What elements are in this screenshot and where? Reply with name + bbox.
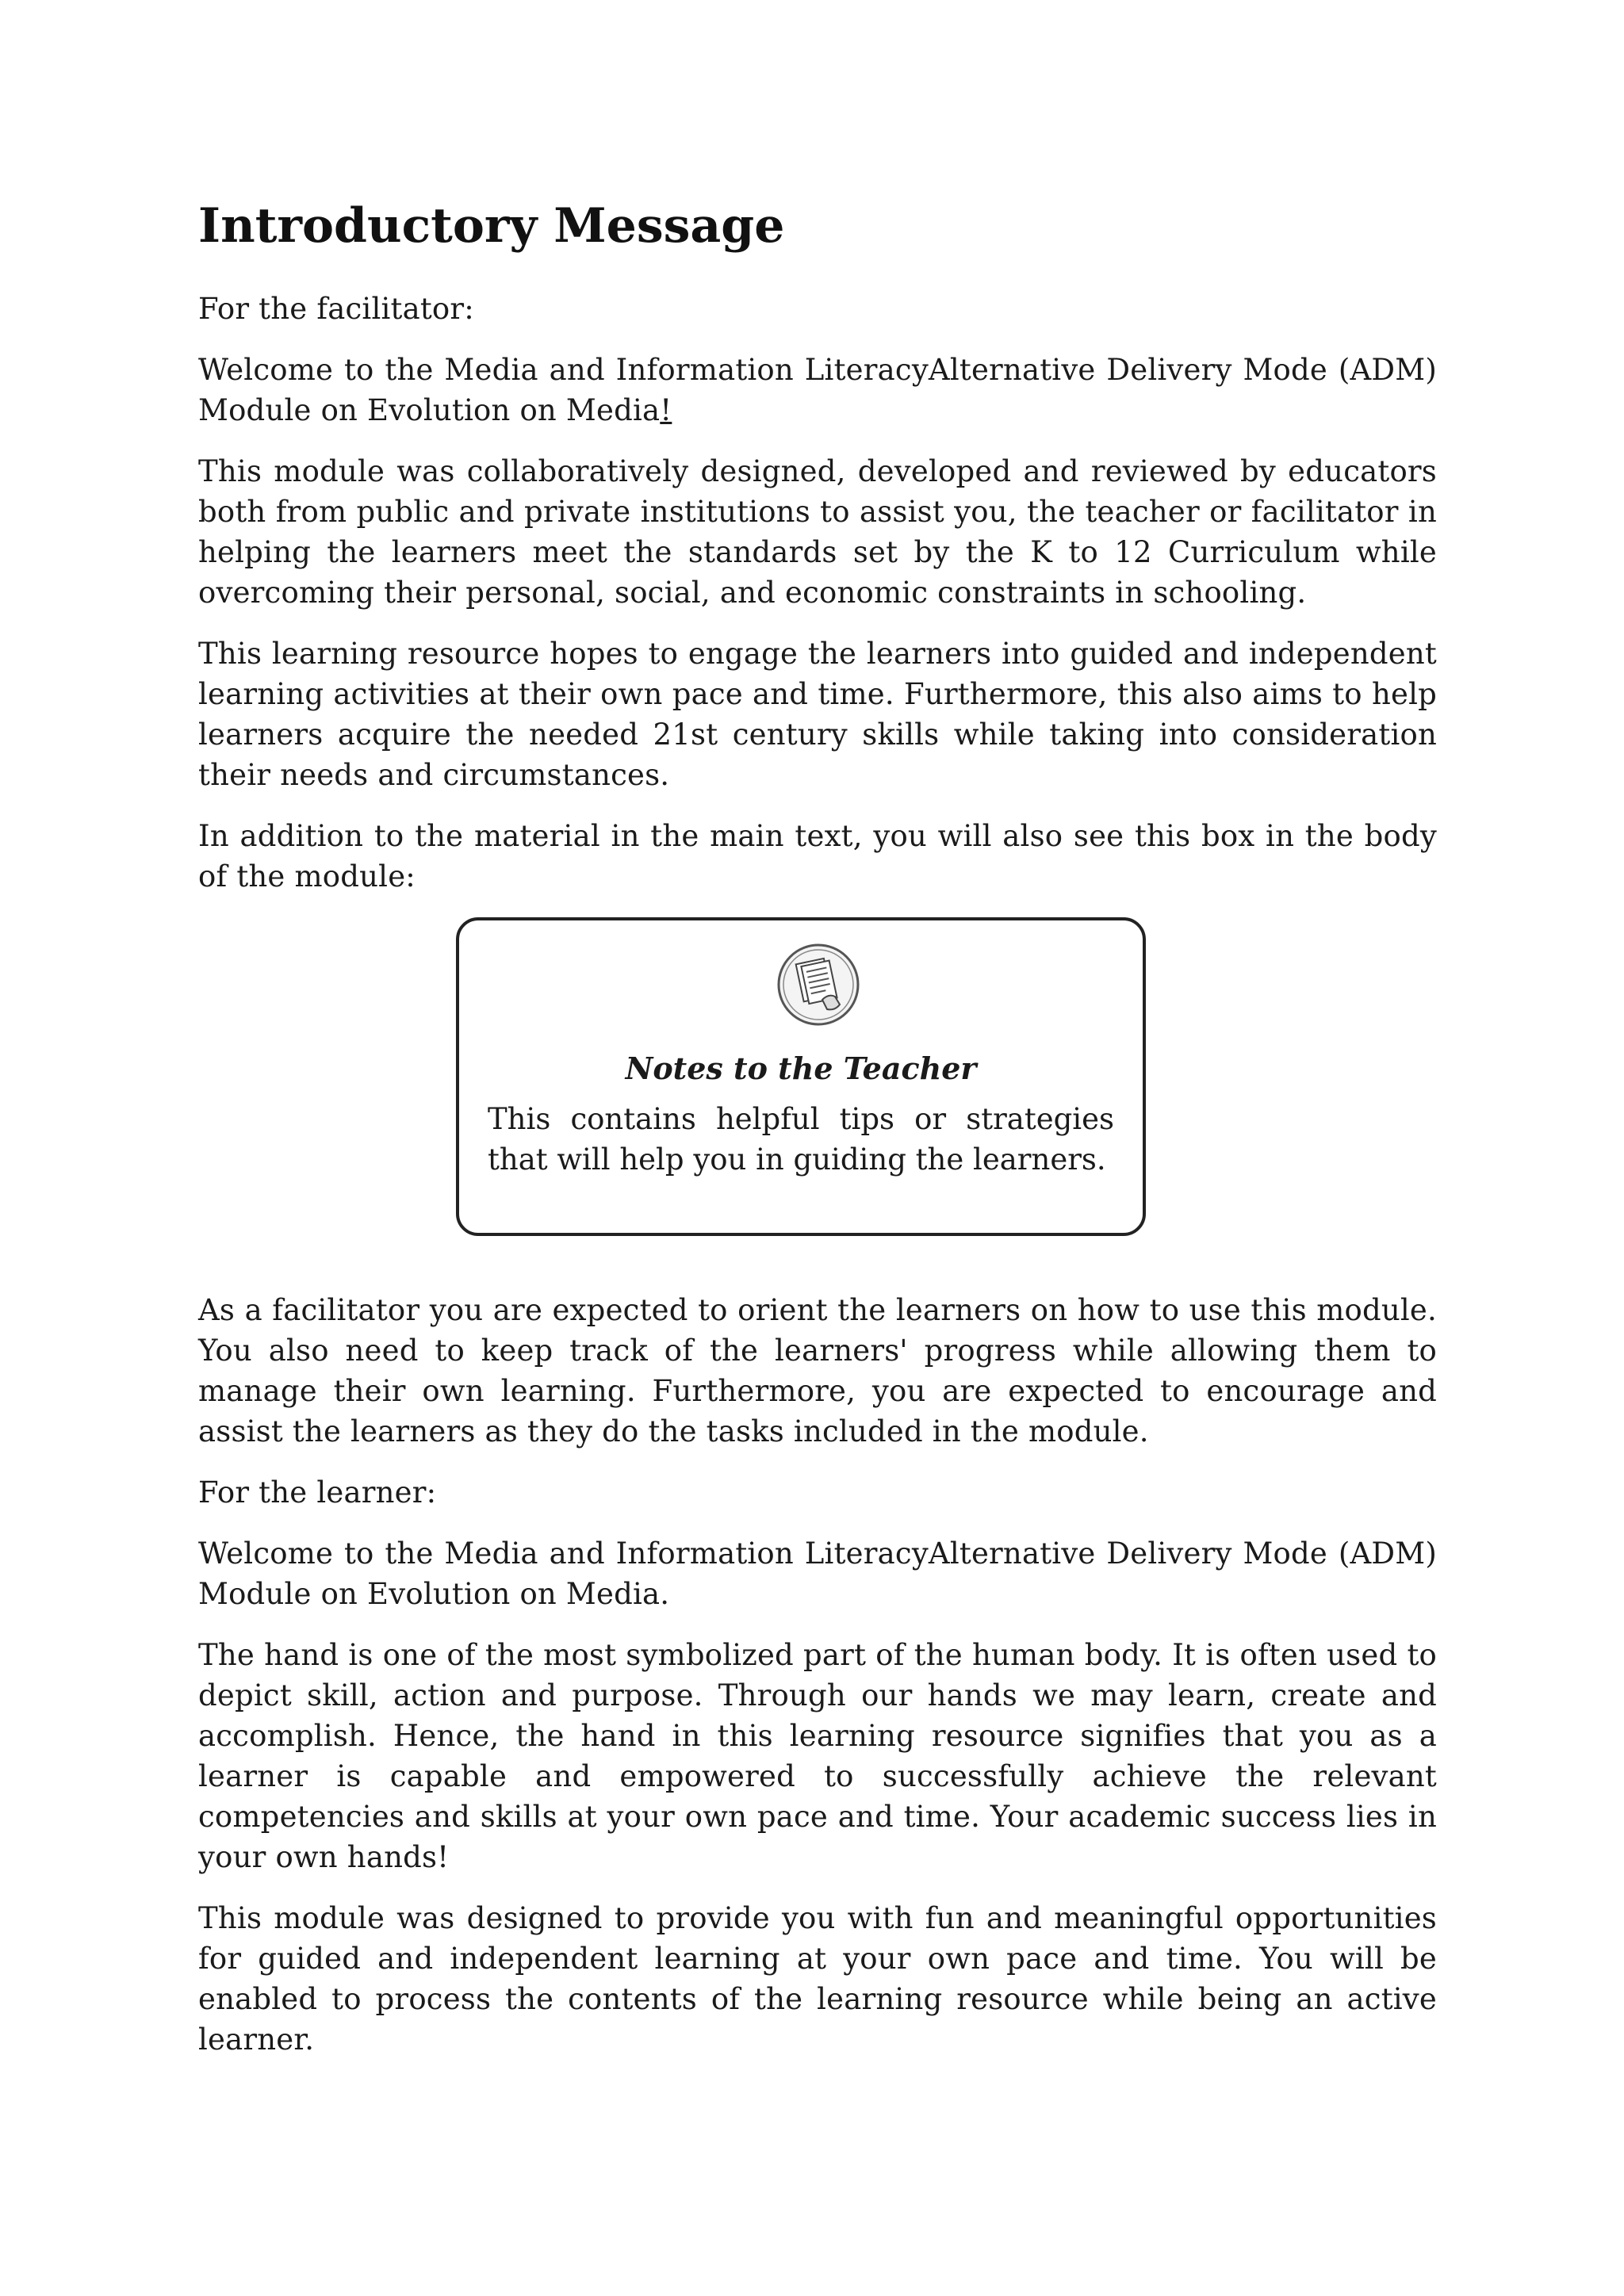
facilitator-paragraph-3: In addition to the material in the main text, you will also see this box in the body of the module: [198,819,1437,894]
facilitator-paragraph-2: This learning resource hopes to engage the learners into guided and independent learning activities at their own pace and time. Furthermore, this also aims to help learners acquire the needed 21st century skills while taking into consideration their needs and circumstances. [198,637,1437,792]
facilitator-label: For the facilitator: [198,292,474,326]
facilitator-paragraph-1: This module was collaboratively designed, developed and reviewed by educators both from public and private institutions to assist you, the teacher or facilitator in helping the learners meet the standards set by the K to 12 Curriculum while overcoming their personal, social, and economic constraints in schooling. [198,454,1437,610]
notes-to-teacher-box [456,917,1146,1236]
facilitator-welcome-mark: ! [660,393,672,427]
learner-paragraph-1: The hand is one of the most symbolized part of the human body. It is often used to depict skill, action and purpose. Through our hands we may learn, create and accomplish. Hence, the hand in this learning resource signifies that you as a learner is capable and empowered to successfully achieve the relevant competencies and skills at your own pace and time. Your academic success lies in your own hands! [198,1638,1437,1874]
facilitator-welcome-text: Welcome to the Media and Information LiteracyAlternative Delivery Mode (ADM) Module on Evolution on Media [198,353,1437,427]
learner-welcome: Welcome to the Media and Information LiteracyAlternative Delivery Mode (ADM) Module on Evolution on Media. [198,1536,1437,1611]
note-box-title: Notes to the Teacher [625,1050,977,1086]
note-box-text: This contains helpful tips or strategies that will help you in guiding the learners. [488,1102,1114,1177]
learner-paragraph-2: This module was designed to provide you with fun and meaningful opportunities for guided and independent learning at your own pace and time. You will be enabled to process the contents of the learning resource while being an active learner. [198,1901,1437,2057]
notes-hand-icon [776,943,860,1027]
facilitator-paragraph-4: As a facilitator you are expected to orient the learners on how to use this module. You also need to keep track of the learners' progress while allowing them to manage their own learning. Furthermore, you are expected to encourage and assist the learners as they do the tasks included in the module. [198,1293,1437,1448]
document-page [198,190,1437,2080]
facilitator-welcome [198,350,1437,430]
learner-label: For the learner: [198,1475,437,1510]
page-title: Introductory Message [198,198,785,254]
